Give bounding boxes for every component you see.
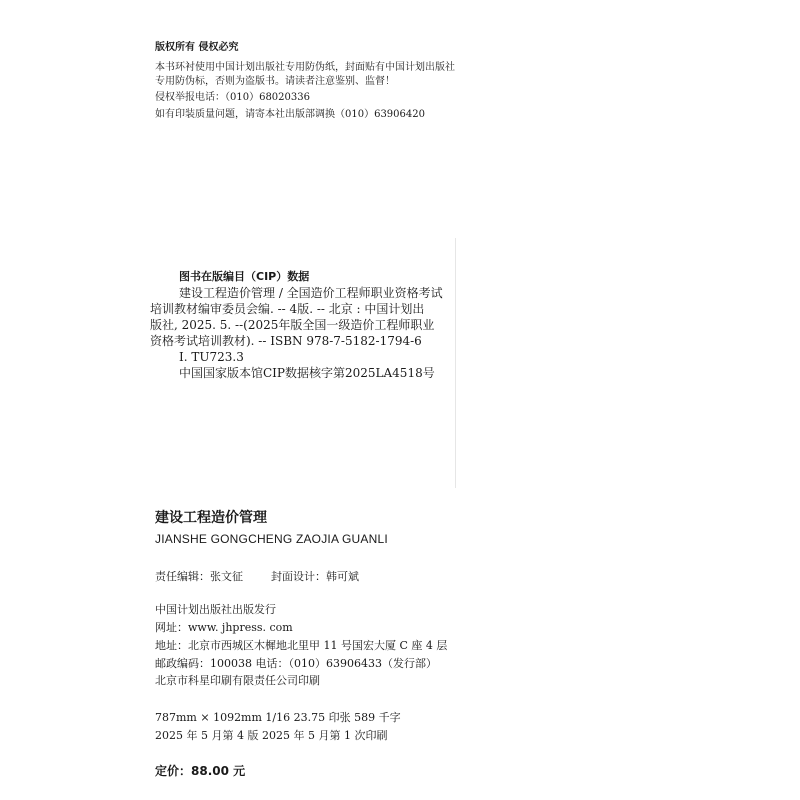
book-price: 定价：88.00 元 xyxy=(155,764,246,778)
publisher-website: 网址：www. jhpress. com xyxy=(155,621,293,634)
quality-issue-notice: 如有印装质量问题，请寄本社出版部调换（010）63906420 xyxy=(155,109,425,120)
cip-line-1: 建设工程造价管理 / 全国造价工程师职业资格考试 xyxy=(179,286,443,300)
format-specs: 787mm × 1092mm 1/16 23.75 印张 589 千字 xyxy=(155,711,401,724)
piracy-report-phone: 侵权举报电话：（010）68020336 xyxy=(155,92,310,103)
cip-line-2: 培训教材编审委员会编. -- 4版. -- 北京 : 中国计划出 xyxy=(150,302,425,316)
book-title-pinyin: JIANSHE GONGCHENG ZAOJIA GUANLI xyxy=(155,532,388,546)
anti-piracy-notice-line-1: 本书环衬使用中国计划出版社专用防伪纸，封面贴有中国计划出版社 xyxy=(155,62,455,73)
publisher-postcode-phone: 邮政编码：100038 电话：（010）63906433（发行部） xyxy=(155,657,437,670)
cover-designer: 封面设计：韩可斌 xyxy=(271,570,359,583)
anti-piracy-notice-line-2: 专用防伪标，否则为盗版书。请读者注意鉴别、监督！ xyxy=(155,76,395,87)
cip-line-5: Ⅰ. TU723.3 xyxy=(179,350,244,364)
publisher-name: 中国计划出版社出版发行 xyxy=(155,603,276,616)
book-title: 建设工程造价管理 xyxy=(155,510,267,526)
cip-line-4: 资格考试培训教材). -- ISBN 978-7-5182-1794-6 xyxy=(150,334,422,348)
page-fold-shadow xyxy=(455,238,456,488)
edition-printing: 2025 年 5 月第 4 版 2025 年 5 月第 1 次印刷 xyxy=(155,729,388,742)
publisher-address: 地址：北京市西城区木樨地北里甲 11 号国宏大厦 C 座 4 层 xyxy=(155,639,448,652)
cip-line-6: 中国国家版本馆CIP数据核字第2025LA4518号 xyxy=(179,366,435,380)
printer-name: 北京市科星印刷有限责任公司印刷 xyxy=(155,674,320,687)
responsible-editor: 责任编辑：张文征 xyxy=(155,570,243,583)
cip-line-3: 版社, 2025. 5. --(2025年版全国一级造价工程师职业 xyxy=(150,318,435,332)
credits-line xyxy=(155,571,359,582)
cip-heading: 图书在版编目（CIP）数据 xyxy=(179,270,310,283)
copyright-heading: 版权所有 侵权必究 xyxy=(155,42,239,53)
